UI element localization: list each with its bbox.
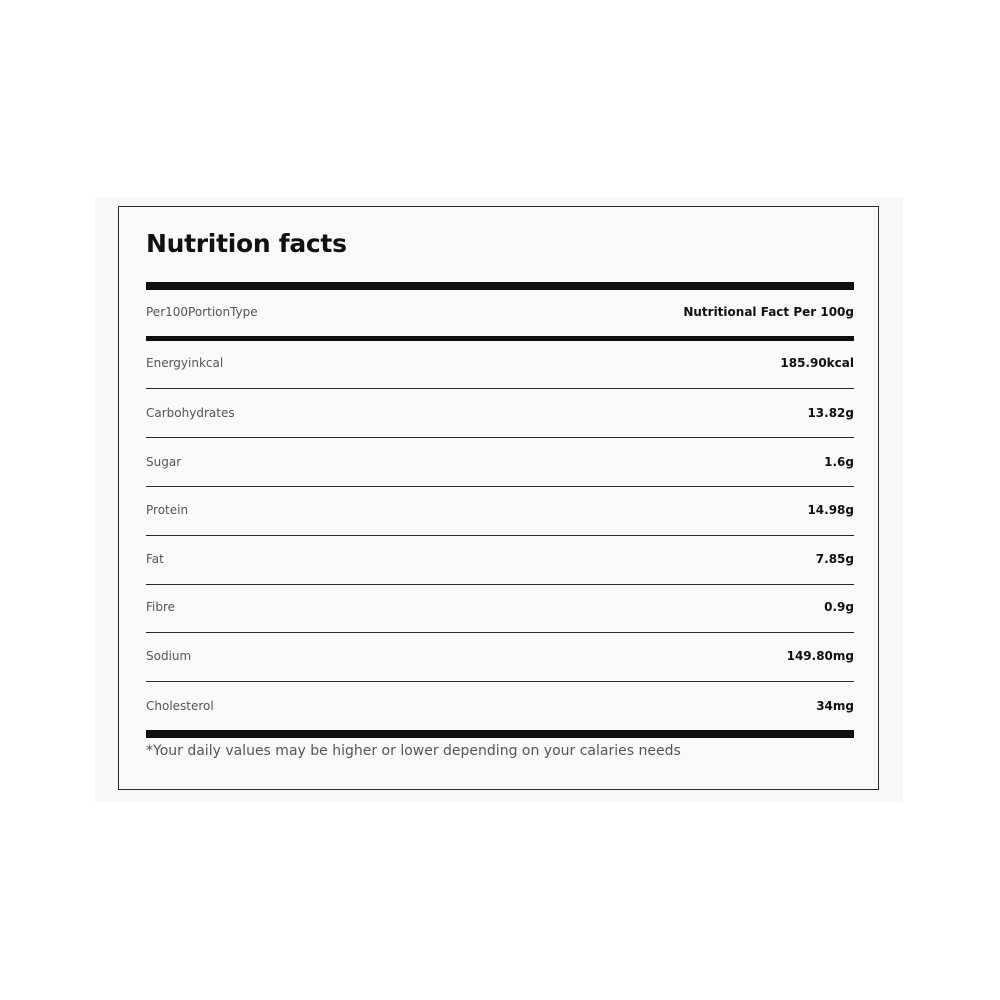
row-divider <box>146 535 854 536</box>
nutrient-label: Protein <box>146 503 189 517</box>
nutrient-label: Sugar <box>146 455 182 469</box>
nutrient-value: 34mg <box>816 699 854 713</box>
row-divider <box>146 681 854 682</box>
nutrient-value: 1.6g <box>824 455 854 469</box>
row-sodium <box>146 646 854 666</box>
nutrient-label: Fibre <box>146 600 176 614</box>
header-label: Per100PortionType <box>146 305 258 319</box>
header-divider <box>146 336 854 341</box>
nutrient-label: Sodium <box>146 649 192 663</box>
row-divider <box>146 486 854 487</box>
row-fat <box>146 549 854 569</box>
nutrient-label: Energyinkcal <box>146 356 224 370</box>
row-divider <box>146 388 854 389</box>
daily-values-footnote: *Your daily values may be higher or lower depending on your calaries needs <box>146 743 681 759</box>
nutrient-value: 185.90kcal <box>780 356 854 370</box>
nutrition-facts-card <box>118 206 879 790</box>
row-fibre <box>146 597 854 617</box>
title-divider <box>146 282 854 290</box>
header-row <box>146 302 854 322</box>
header-value: Nutritional Fact Per 100g <box>683 305 854 319</box>
row-carbohydrates <box>146 403 854 423</box>
row-energy <box>146 353 854 373</box>
nutrient-label: Cholesterol <box>146 699 214 713</box>
row-divider <box>146 632 854 633</box>
row-divider <box>146 437 854 438</box>
row-sugar <box>146 452 854 472</box>
row-protein <box>146 500 854 520</box>
nutrient-value: 14.98g <box>807 503 854 517</box>
nutrient-label: Carbohydrates <box>146 406 235 420</box>
row-divider <box>146 584 854 585</box>
nutrient-value: 0.9g <box>824 600 854 614</box>
nutrient-value: 7.85g <box>815 552 854 566</box>
footer-divider <box>146 730 854 738</box>
nutrient-label: Fat <box>146 552 164 566</box>
card-title: Nutrition facts <box>146 229 347 258</box>
nutrient-value: 149.80mg <box>786 649 854 663</box>
row-cholesterol <box>146 696 854 716</box>
nutrient-value: 13.82g <box>807 406 854 420</box>
